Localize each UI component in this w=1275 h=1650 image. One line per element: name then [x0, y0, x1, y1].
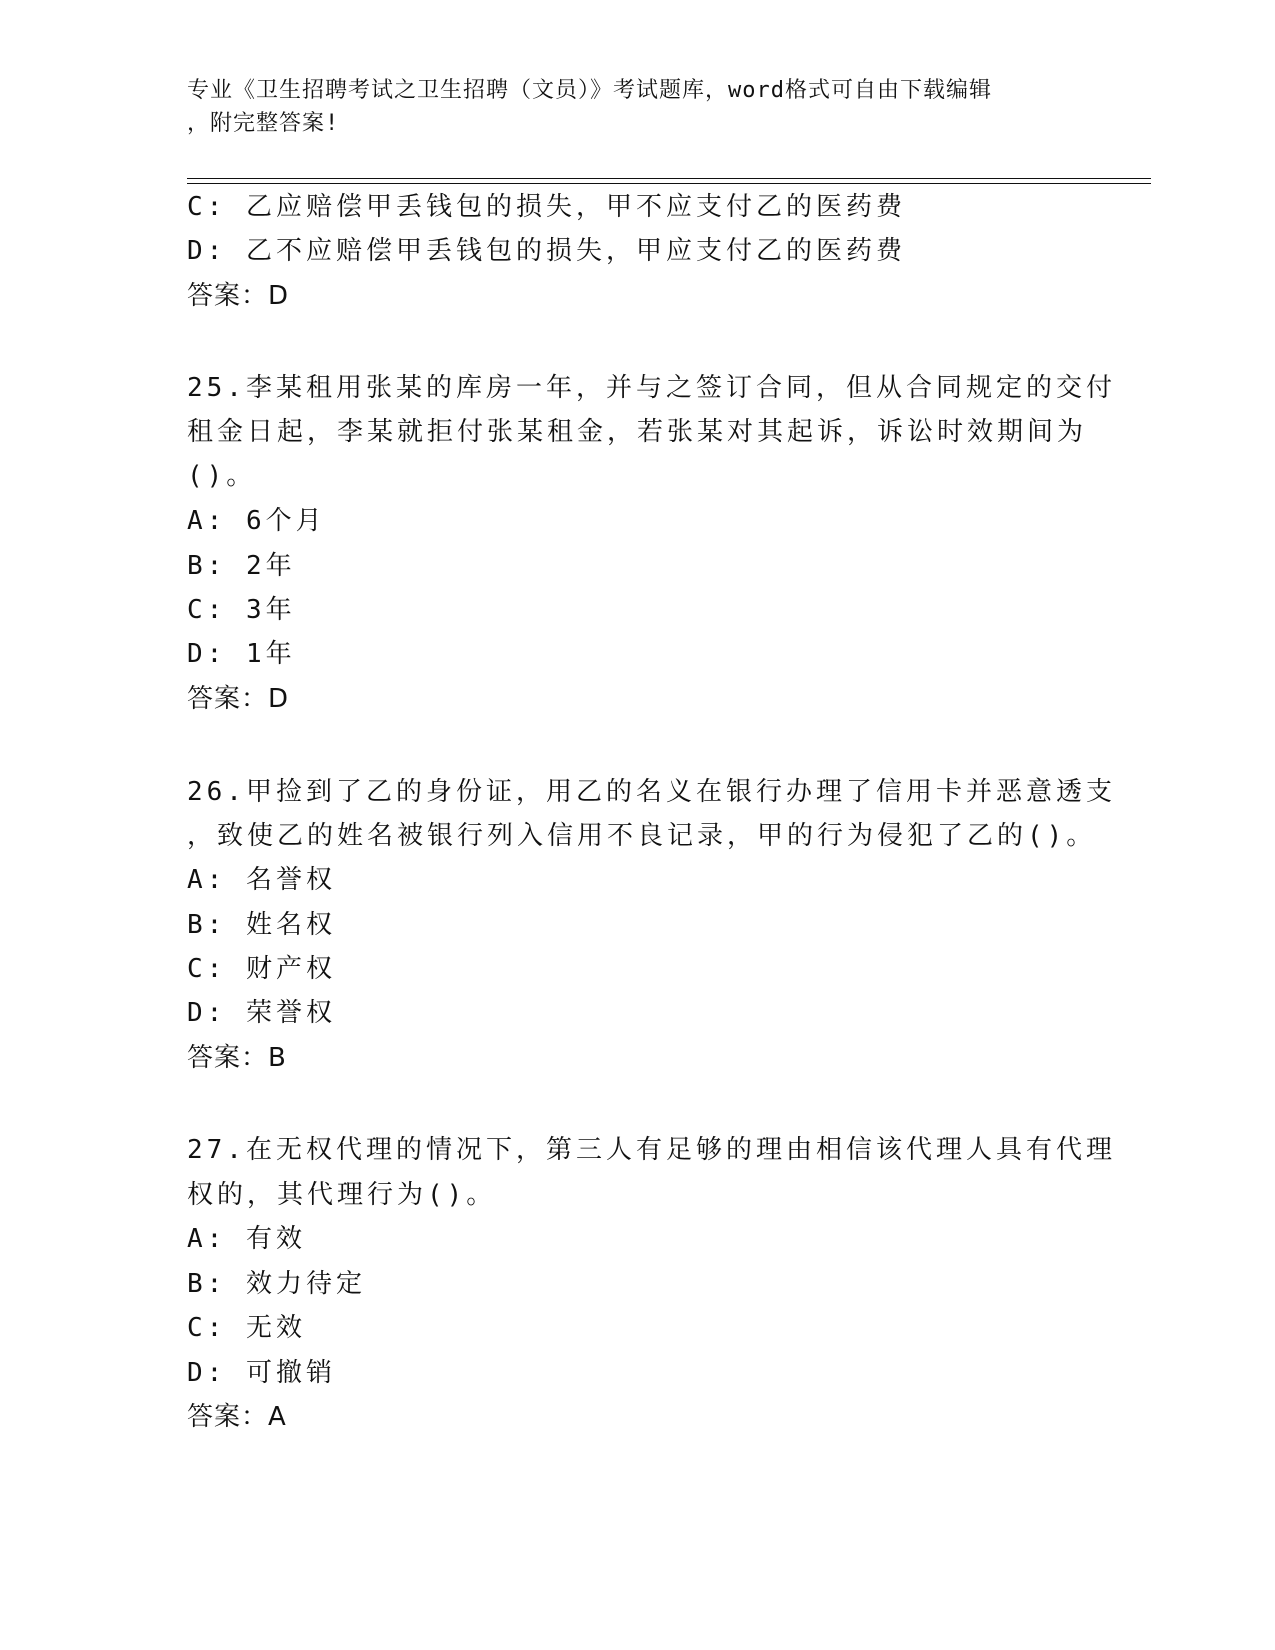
header-line-1: 专业《卫生招聘考试之卫生招聘（文员）》考试题库，word格式可自由下载编辑: [187, 78, 992, 103]
q26-option-b: B: 姓名权: [187, 910, 336, 940]
q27-option-d: D: 可撤销: [187, 1358, 336, 1388]
q26-answer: 答案：B: [187, 1043, 287, 1073]
q25-option-c: C: 3年: [187, 595, 296, 625]
q24-option-c: C: 乙应赔偿甲丢钱包的损失，甲不应支付乙的医药费: [187, 192, 906, 222]
q26-stem-line-2: ，致使乙的姓名被银行列入信用不良记录，甲的行为侵犯了乙的()。: [187, 821, 1097, 851]
q27-stem-line-2: 权的，其代理行为()。: [187, 1180, 497, 1210]
q25-stem-line-2: 租金日起，李某就拒付张某租金，若张某对其起诉，诉讼时效期间为: [187, 417, 1088, 447]
q25-option-b: B: 2年: [187, 551, 296, 581]
header-divider-top: [187, 178, 1151, 179]
q25-option-a: A: 6个月: [187, 506, 326, 536]
q25-stem-line-1: 25.李某租用张某的库房一年，并与之签订合同，但从合同规定的交付: [187, 373, 1116, 403]
header-divider-bottom: [187, 183, 1151, 184]
document-header: [187, 74, 1067, 140]
q25-stem-line-3: ()。: [187, 461, 257, 491]
q27-stem-line-1: 27.在无权代理的情况下，第三人有足够的理由相信该代理人具有代理: [187, 1135, 1116, 1165]
q27-option-b: B: 效力待定: [187, 1269, 366, 1299]
q26-option-d: D: 荣誉权: [187, 998, 336, 1028]
q24-option-d: D: 乙不应赔偿甲丢钱包的损失，甲应支付乙的医药费: [187, 236, 906, 266]
q27-option-c: C: 无效: [187, 1313, 306, 1343]
q24-answer: 答案：D: [187, 281, 290, 311]
q25-option-d: D: 1年: [187, 639, 296, 669]
q25-answer: 答案：D: [187, 684, 290, 714]
header-line-2: ，附完整答案!: [187, 111, 340, 136]
q27-answer: 答案：A: [187, 1402, 287, 1432]
q26-option-a: A: 名誉权: [187, 865, 336, 895]
q26-stem-line-1: 26.甲捡到了乙的身份证，用乙的名义在银行办理了信用卡并恶意透支: [187, 777, 1116, 807]
q27-option-a: A: 有效: [187, 1224, 306, 1254]
q26-option-c: C: 财产权: [187, 954, 336, 984]
